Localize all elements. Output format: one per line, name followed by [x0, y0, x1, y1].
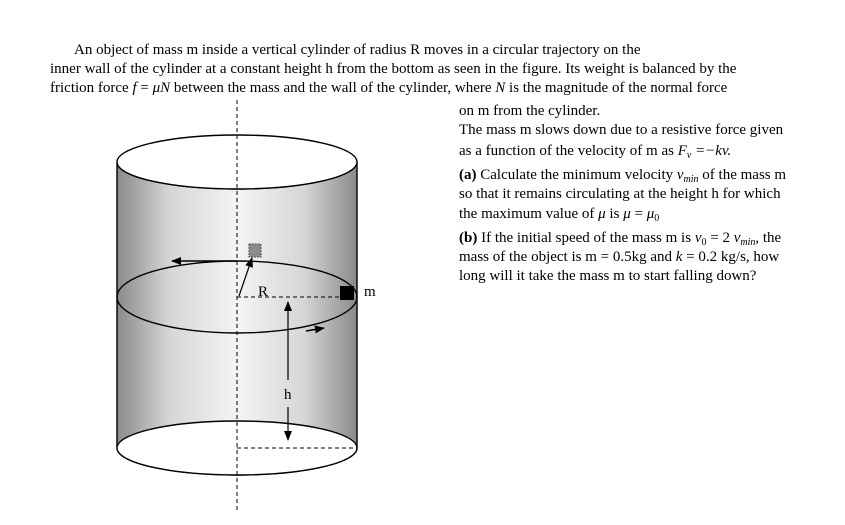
- intro-text-3b: between the mass and the wall of the cylinder, where: [170, 80, 496, 96]
- symbol-mu-2: μ: [623, 206, 631, 222]
- part-a-text-2: so that it remains circulating at the height h for which: [459, 186, 781, 202]
- symbol-mu-1: μ: [598, 206, 606, 222]
- text-line-5: The mass m slows down due to a resistive force given: [459, 122, 784, 138]
- symbol-vmin: v: [676, 167, 684, 183]
- part-a-text-1a: Calculate the minimum velocity: [476, 167, 677, 183]
- mass-block: [340, 286, 354, 300]
- label-R: R: [258, 284, 269, 300]
- part-a-text-3a: the maximum value of: [459, 206, 599, 222]
- symbol-F-sub: v: [686, 150, 692, 161]
- label-h: h: [284, 387, 292, 403]
- part-a-text-1b: of the mass m: [698, 167, 787, 183]
- symbol-mu0: μ: [646, 206, 655, 222]
- part-a-eq: =: [630, 206, 647, 222]
- text-line-6a: as a function of the velocity of m as: [459, 143, 678, 159]
- part-b-eq: = 2: [706, 230, 734, 246]
- part-b-text-1a: If the initial speed of the mass m is: [477, 230, 695, 246]
- label-m: m: [364, 284, 376, 300]
- symbol-v0-sub: 0: [701, 237, 707, 248]
- part-b-text-1b: , the: [755, 230, 782, 246]
- symbol-v0: v: [694, 230, 702, 246]
- formula-mu-n: μN: [152, 80, 171, 96]
- part-b-label: (b): [459, 230, 478, 246]
- part-a-text-3-is: is: [605, 206, 624, 222]
- part-a-label: (a): [459, 167, 477, 183]
- symbol-n: N: [495, 80, 506, 96]
- intro-text-2: inner wall of the cylinder at a constant height h from the bottom as seen in the figure. Its weight is balanced by the: [50, 61, 737, 77]
- formula-eq: =: [136, 80, 153, 96]
- text-line-6-rest: =−kv.: [691, 143, 732, 159]
- part-b-text-2b: = 0.2 kg/s, how: [682, 249, 780, 265]
- intro-text-1: An object of mass m inside a vertical cylinder of radius R moves in a circular trajectory on the: [74, 42, 641, 58]
- symbol-vmin-b: v: [733, 230, 741, 246]
- formula-f: f: [132, 80, 137, 96]
- symbol-F: F: [677, 143, 687, 159]
- symbol-vmin-b-sub: min: [740, 237, 756, 248]
- symbol-mu0-sub: 0: [654, 213, 660, 224]
- mass-block-back: [249, 244, 261, 257]
- text-line-4: on m from the cylinder.: [459, 103, 601, 119]
- symbol-vmin-sub: min: [683, 174, 699, 185]
- part-b-text-3: long will it take the mass m to start falling down?: [459, 268, 757, 284]
- intro-text-3c: is the magnitude of the normal force: [505, 80, 728, 96]
- part-b-text-2a: mass of the object is m = 0.5kg and: [459, 249, 676, 265]
- symbol-k: k: [675, 249, 683, 265]
- intro-text-3a: friction force: [50, 80, 133, 96]
